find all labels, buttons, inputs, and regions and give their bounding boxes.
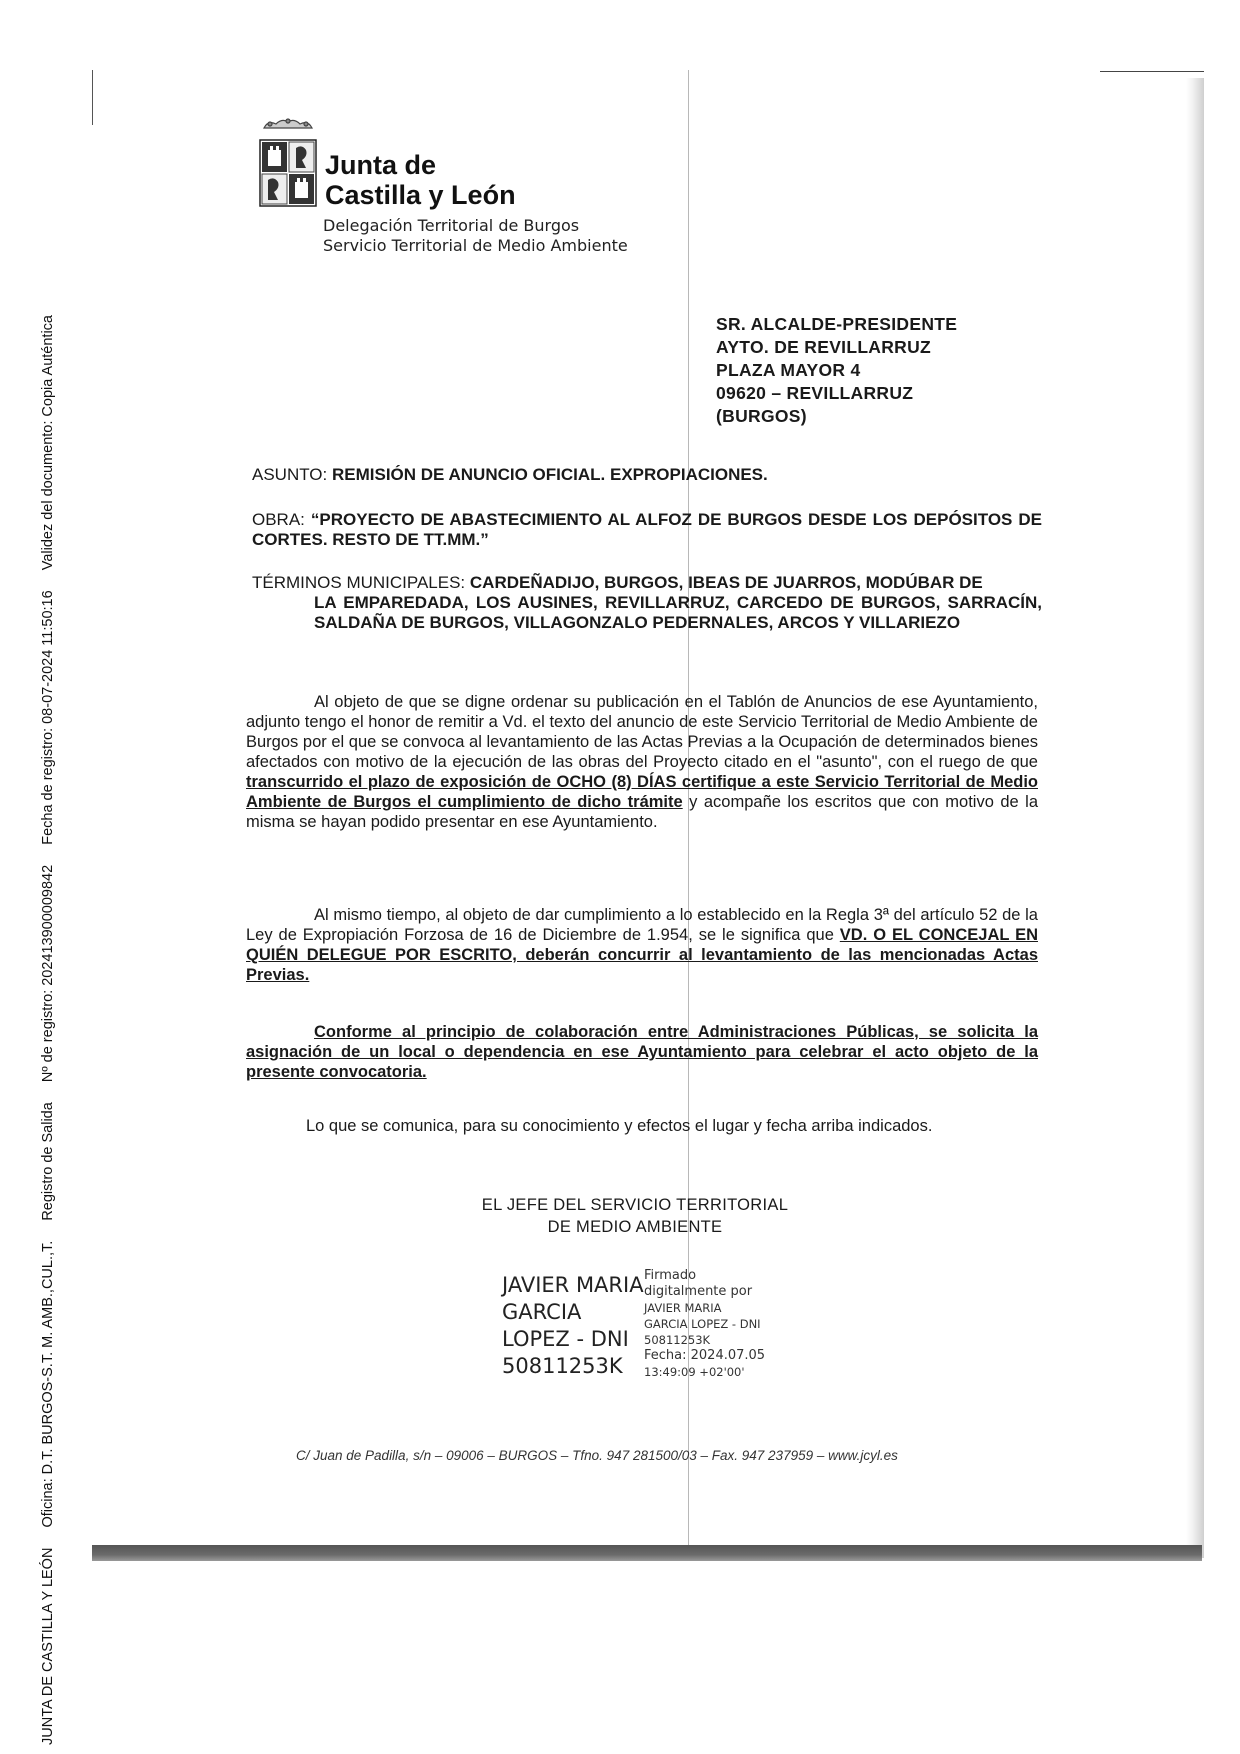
obra-label: OBRA: [252,510,305,529]
paragraph-3-emphasis: Conforme al principio de colaboración entre Administraciones Públicas, se solicita la asignación de un local o dependencia en ese Ayuntamiento para celebrar el acto objeto de la presente convocatoria. [246,1023,1038,1081]
asunto-value: REMISIÓN DE ANUNCIO OFICIAL. EXPROPIACIONES. [332,465,768,484]
org-name [325,150,516,210]
addressee-line: PLAZA MAYOR 4 [716,360,861,380]
asunto-line [252,465,1042,485]
paragraph-2-emphasis: VD. O EL CONCEJAL EN QUIÉN DELEGUE POR ESCRITO, deberán concurrir al levantamiento de las mencionadas Actas Previas. [246,926,1038,984]
signature-name [502,1272,644,1380]
signature-name-line: 50811253K [502,1354,623,1378]
terminos-rest: LA EMPAREDADA, LOS AUSINES, REVILLARRUZ, CARCEDO DE BURGOS, SARRACÍN, SALDAÑA DE BURGOS, VILLAGONZALO PEDERNALES, ARCOS Y VILLARIEZO [314,593,1042,632]
terminos-block [252,573,1042,633]
signer-title-line1: EL JEFE DEL SERVICIO TERRITORIAL [481,1196,789,1214]
addressee-block [716,313,957,428]
terminos-first: CARDEÑADIJO, BURGOS, IBEAS DE JUARROS, MODÚBAR DE [469,573,983,592]
body-paragraph-3 [246,1022,1038,1082]
stamp-registry-date: Fecha de registro: 08-07-2024 11:50:16 [40,590,56,845]
footer-address: C/ Juan de Padilla, s/n – 09006 – BURGOS – Tfno. 947 281500/03 – Fax. 947 237959 – www.jcyl.es [296,1448,898,1463]
coat-of-arms-icon [258,118,318,210]
registry-side-stamp [40,299,56,1745]
org-delegation: Delegación Territorial de Burgos [323,216,580,235]
org-service: Servicio Territorial de Medio Ambiente [323,236,628,255]
signer-title-line2: DE MEDIO AMBIENTE [547,1218,723,1236]
digital-signature-line: Fecha: 2024.07.05 [644,1348,766,1363]
stamp-registry-number: Nº de registro: 202413900009842 [40,864,56,1083]
page-right-edge-shadow [1186,78,1204,1558]
top-right-edge-line [1100,71,1204,72]
digital-signature-line: 13:49:09 +02'00' [644,1365,745,1379]
paragraph-2-text: Al mismo tiempo, al objeto de dar cumplimiento a lo establecido en la Regla 3ª del artículo 52 de la Ley de Expropiación Forzosa de 16 de Diciembre de 1.954, se le significa que [246,906,1038,944]
digital-signature-line: Firmado [644,1268,697,1283]
stamp-registry-type: Registro de Salida [40,1102,56,1221]
digital-signature-line: digitalmente por [644,1284,753,1299]
stamp-office: Oficina: D.T. BURGOS-S.T. M. AMB.,CUL.,T. [40,1240,56,1528]
signature-name-line: JAVIER MARIA [502,1273,644,1297]
obra-line [252,510,1042,550]
obra-value: “PROYECTO DE ABASTECIMIENTO AL ALFOZ DE BURGOS DESDE LOS DEPÓSITOS DE CORTES. RESTO DE TT.MM.” [252,510,1042,549]
signature-name-line: GARCIA [502,1300,582,1324]
asunto-label: ASUNTO: [252,465,328,484]
terminos-label: TÉRMINOS MUNICIPALES: [252,573,466,592]
paragraph-1-tail: y acompañe los escritos que con motivo de la misma se hayan podido presentar en ese Ayuntamiento. [246,793,1038,831]
digital-signature-info [644,1268,765,1380]
paragraph-1-emphasis: transcurrido el plazo de exposición de OCHO (8) DÍAS certifique a este Servicio Territorial de Medio Ambiente de Burgos el cumplimiento de dicho trámite [246,773,1038,811]
stamp-validity: Validez del documento: Copia Auténtica [40,315,56,571]
body-paragraph-2 [246,905,1038,985]
addressee-line: SR. ALCALDE-PRESIDENTE [716,314,958,334]
org-name-line2: Castilla y León [325,180,516,210]
paragraph-1-text: Al objeto de que se digne ordenar su publicación en el Tablón de Anuncios de ese Ayuntamiento, adjunto tengo el honor de remitir a Vd. el texto del anuncio de este Servicio Territorial de Medio Ambiente de Burgos por el que se convoca al levantamiento de las Actas Previas a la Ocupación de determinados bienes afectados con motivo de la ejecución de las obras del Proyecto citado en el "asunto", con el ruego de que [246,693,1038,771]
org-name-line1: Junta de [325,150,437,180]
left-margin-mark [92,70,93,125]
addressee-line: AYTO. DE REVILLARRUZ [716,337,932,357]
org-department [323,216,628,256]
signer-title [450,1194,820,1238]
scan-bottom-bar [92,1545,1202,1561]
digital-signature-line: GARCIA LOPEZ - DNI [644,1317,761,1331]
closing-line: Lo que se comunica, para su conocimiento y efectos el lugar y fecha arriba indicados. [306,1117,933,1135]
addressee-line: 09620 – REVILLARRUZ [716,383,914,403]
digital-signature-line: JAVIER MARIA [644,1301,722,1315]
signature-name-line: LOPEZ - DNI [502,1327,629,1351]
addressee-line: (BURGOS) [716,406,807,426]
body-paragraph-1 [246,692,1038,832]
digital-signature-line: 50811253K [644,1333,711,1347]
stamp-entity: JUNTA DE CASTILLA Y LEÓN [40,1547,56,1745]
